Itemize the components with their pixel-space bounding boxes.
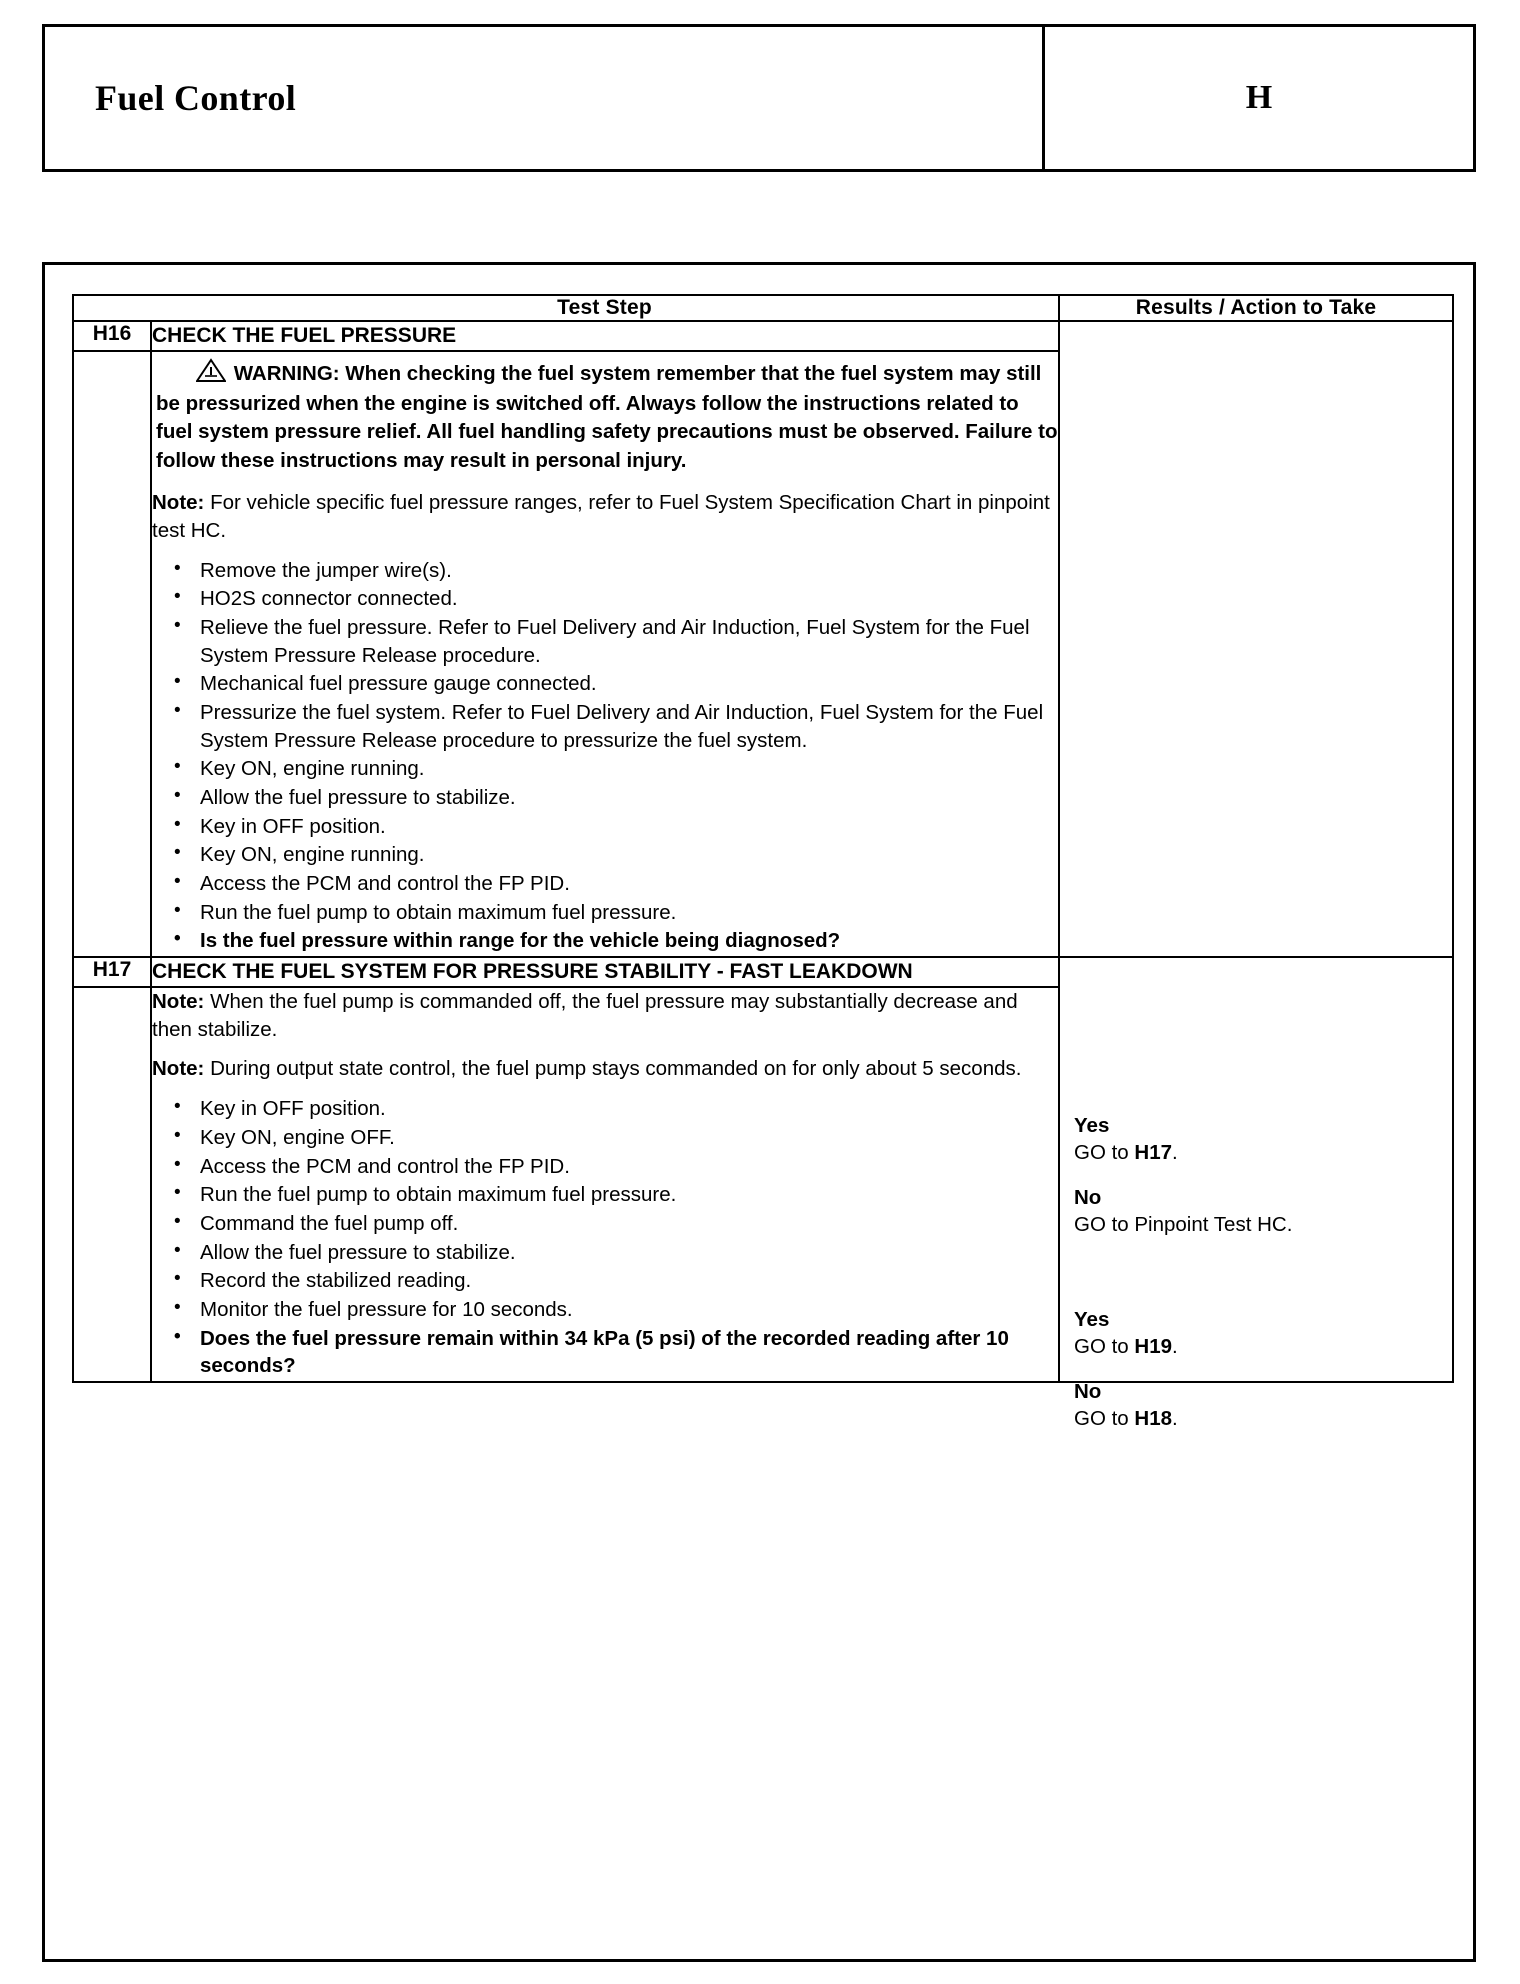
column-header-test-step: Test Step — [151, 295, 1059, 321]
list-item: • Remove the jumper wire(s). — [152, 557, 1058, 585]
list-item: • Monitor the fuel pressure for 10 seconds. — [152, 1296, 1058, 1324]
note-label: Note: — [152, 1057, 205, 1081]
step-title-h17: CHECK THE FUEL SYSTEM FOR PRESSURE STABILITY - FAST LEAKDOWN — [151, 957, 1059, 987]
step-body-h17 — [151, 987, 1059, 1382]
note-h17-1 — [152, 988, 1058, 1044]
header-letter-cell — [1045, 27, 1473, 169]
warning-block-h16 — [152, 358, 1058, 475]
results-cell-h16 — [1059, 321, 1453, 1237]
list-item: • Mechanical fuel pressure gauge connected. — [152, 670, 1058, 698]
list-item: • Run the fuel pump to obtain maximum fuel pressure. — [152, 899, 1058, 927]
warning-text-h16: WARNING: When checking the fuel system remember that the fuel system may still be pressurized when the engine is switched off. Always follow the instructions related to fuel system pressure relief. All fuel handling safety precautions must be observed. Failure to follow these instructions may result in personal injury. — [156, 361, 1058, 472]
note-text: During output state control, the fuel pump stays commanded on for only about 5 seconds. — [210, 1057, 1022, 1081]
table-header-row — [73, 295, 1453, 321]
list-item-question: • Does the fuel pressure remain within 34 kPa (5 psi) of the recorded reading after 10 seconds? — [152, 1325, 1058, 1380]
section-letter: H — [1245, 79, 1273, 116]
warning-triangle-icon — [196, 358, 226, 390]
list-item: • Key in OFF position. — [152, 813, 1058, 841]
result-no-action-h17: GO to H18. — [1074, 1407, 1178, 1431]
list-item: • Command the fuel pump off. — [152, 1210, 1058, 1238]
step-bullet-list-h17 — [152, 1095, 1058, 1380]
step-bullet-list-h16 — [152, 557, 1058, 955]
list-item: • Relieve the fuel pressure. Refer to Fuel Delivery and Air Induction, Fuel System for the Fuel System Pressure Release procedure. — [152, 614, 1058, 669]
pinpoint-test-table — [72, 294, 1454, 1431]
note-h17-2 — [152, 1055, 1058, 1083]
column-header-results: Results / Action to Take — [1059, 295, 1453, 321]
list-item: • Key ON, engine OFF. — [152, 1124, 1058, 1152]
step-id-h17: H17 — [73, 957, 151, 987]
page-header — [42, 24, 1476, 172]
note-text: For vehicle specific fuel pressure ranges, refer to Fuel System Specification Chart in pinpoint test HC. — [152, 490, 1050, 542]
list-item: • Run the fuel pump to obtain maximum fuel pressure. — [152, 1181, 1058, 1209]
result-yes-h16: Yes GO to H17. — [1074, 1112, 1178, 1166]
result-yes-h17: Yes GO to H19. — [1074, 1306, 1178, 1360]
note-label: Note: — [152, 490, 205, 514]
list-item: • Pressurize the fuel system. Refer to Fuel Delivery and Air Induction, Fuel System for the Fuel System Pressure Release procedure to pressurize the fuel system. — [152, 699, 1058, 754]
list-item: • Allow the fuel pressure to stabilize. — [152, 784, 1058, 812]
list-item: • Record the stabilized reading. — [152, 1267, 1058, 1295]
step-id-spacer-h16 — [73, 351, 151, 957]
list-item: • HO2S connector connected. — [152, 585, 1058, 613]
step-id-spacer-h17 — [73, 987, 151, 1382]
header-title-cell — [45, 27, 1045, 169]
note-h16-1 — [152, 489, 1058, 545]
note-text: When the fuel pump is commanded off, the fuel pressure may substantially decrease and then stabilize. — [152, 989, 1018, 1041]
result-no-h17: No GO to H18. — [1074, 1378, 1178, 1432]
result-no-action-h16: GO to Pinpoint Test HC. — [1074, 1213, 1293, 1237]
table-row — [73, 957, 1453, 987]
step-id-h16: H16 — [73, 321, 151, 351]
list-item: • Access the PCM and control the FP PID. — [152, 1153, 1058, 1181]
list-item: • Key in OFF position. — [152, 1095, 1058, 1123]
list-item-question: • Is the fuel pressure within range for the vehicle being diagnosed? — [152, 927, 1058, 955]
step-title-h16: CHECK THE FUEL PRESSURE — [151, 321, 1059, 351]
step-body-h16 — [151, 351, 1059, 957]
table-row — [73, 321, 1453, 351]
list-item: • Key ON, engine running. — [152, 755, 1058, 783]
result-no-h16: No GO to Pinpoint Test HC. — [1074, 1184, 1292, 1238]
result-yes-action-h16: GO to H17. — [1074, 1141, 1178, 1165]
page-title: Fuel Control — [95, 78, 297, 118]
list-item: • Access the PCM and control the FP PID. — [152, 870, 1058, 898]
result-yes-action-h17: GO to H19. — [1074, 1335, 1178, 1359]
column-header-id — [73, 295, 151, 321]
results-cell-h17 — [1059, 957, 1453, 1431]
list-item: • Allow the fuel pressure to stabilize. — [152, 1239, 1058, 1267]
note-label: Note: — [152, 989, 205, 1013]
list-item: • Key ON, engine running. — [152, 841, 1058, 869]
